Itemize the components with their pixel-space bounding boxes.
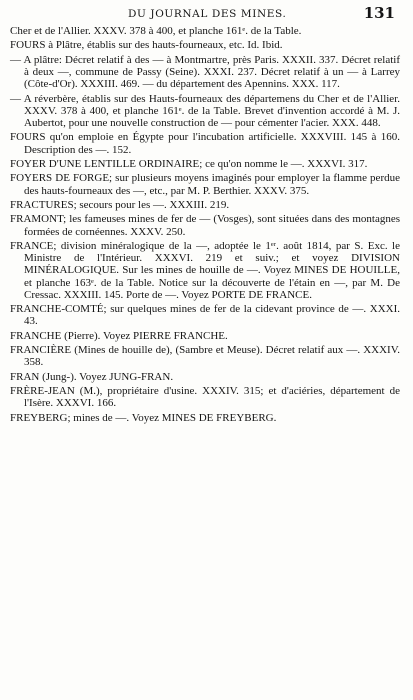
- page-number: 131: [363, 4, 395, 22]
- index-entry: FRANCHE (Pierre). Voyez PIERRE FRANCHE.: [10, 329, 228, 342]
- index-entry: FRANCHE-COMTÉ; sur quelques mines de fer de la cidevant province de —. XXXI. 43.: [10, 303, 400, 328]
- index-entry: FOURS qu'on emploie en Égypte pour l'incubation artificielle. XXXVIII. 145 à 160. Description des —. 152.: [10, 131, 400, 156]
- running-header: [0, 4, 413, 26]
- index-entry: FOURS à Plâtre, établis sur des hauts-fourneaux, etc. Id. Ibid.: [10, 39, 283, 52]
- index-entry: — A réverbère, établis sur des Hauts-fourneaux des départemens du Cher et de l'Allier. XXXV. 378 à 400, et planche 161ᵉ. de la Table. Brevet d'invention accordé à M. J. Aubertot, pour une nouvelle construction de — pour cémenter l'acier. XXX. 448.: [10, 92, 400, 129]
- index-entry: FREYBERG; mines de —. Voyez MINES DE FREYBERG.: [10, 411, 277, 424]
- index-entry: FOYER D'UNE LENTILLE ORDINAIRE; ce qu'on nomme le —. XXXVI. 317.: [10, 157, 368, 170]
- index-entry: FRANCE; division minéralogique de la —, adoptée le 1ᵉʳ. août 1814, par S. Exc. le Ministre de l'Intérieur. XXXVI. 219 et suiv.; et voyez DIVISION MINÉRALOGIQUE. Sur les mines de houille de —. Voyez MINES DE HOUILLE, et planche 163ᵉ. de la Table. Notice sur la découverte de l'étain en —, par M. De Cressac. XXXIII. 145. Porte de —. Voyez PORTE DE FRANCE.: [10, 239, 400, 301]
- index-entry: — A plâtre: Décret relatif à des — à Montmartre, près Paris. XXXII. 337. Décret relatif à deux —, commune de Passy (Seine). XXXI. 237. Décret relatif à un — à Larrey (Côte-d'Or). XXXIII. 469. — du département des Apennins. XXX. 117.: [10, 53, 400, 91]
- index-entries: [10, 25, 400, 426]
- index-entry: FRACTURES; secours pour les —. XXXIII. 219.: [10, 198, 230, 211]
- index-entry: FOYERS DE FORGE; sur plusieurs moyens imaginés pour employer la flamme perdue des hauts-fourneaux des —, etc., par M. P. Berthier. XXXV. 375.: [10, 172, 400, 197]
- index-entry: FRAMONT; les fameuses mines de fer de — (Vosges), sont situées dans des montagnes formées de cornéennes. XXXV. 250.: [10, 213, 400, 238]
- index-entry: FRÈRE-JEAN (M.), propriétaire d'usine. XXXIV. 315; et d'aciéries, département de l'Isère. XXXVI. 166.: [10, 385, 400, 410]
- running-title: DU JOURNAL DES MINES.: [128, 8, 287, 20]
- index-entry: FRANCIÈRE (Mines de houille de), (Sambre et Meuse). Décret relatif aux —. XXXIV. 358.: [10, 344, 400, 369]
- index-entry: FRAN (Jung-). Voyez JUNG-FRAN.: [10, 370, 174, 383]
- index-entry: Cher et de l'Allier. XXXV. 378 à 400, et planche 161ᵉ. de la Table.: [10, 25, 302, 37]
